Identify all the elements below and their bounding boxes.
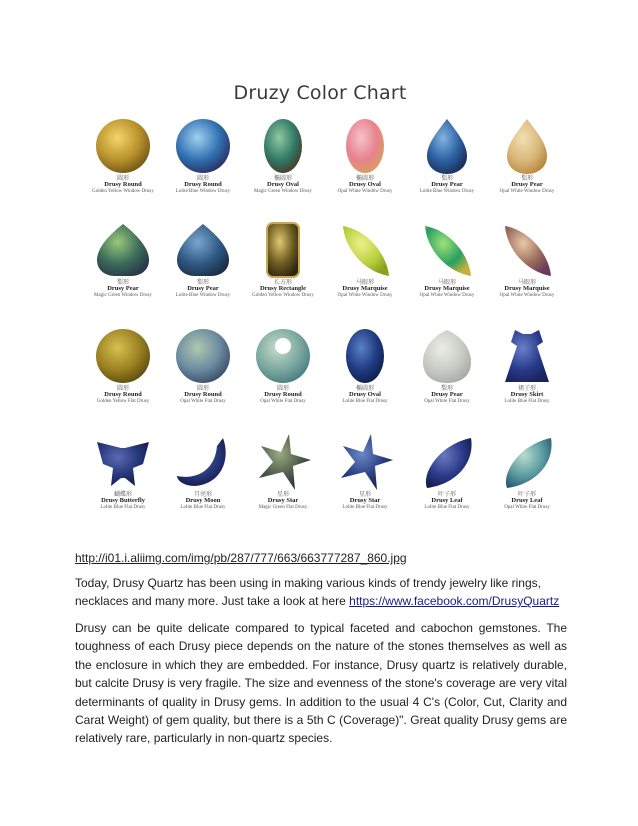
gem-item <box>487 214 567 319</box>
gem-chinese-label: 蝴蝶形 <box>113 492 132 498</box>
gem-caption <box>325 176 405 194</box>
gem-heart-image <box>173 220 233 285</box>
gem-teardrop-image <box>417 326 477 391</box>
gem-caption <box>243 386 323 404</box>
gem-name: Drusy Round <box>104 181 142 189</box>
gem-name: Drusy Round <box>184 391 222 399</box>
gem-item <box>407 320 487 425</box>
gem-color-type: Opal White Window Drusy <box>499 189 555 195</box>
gem-name: Drusy Star <box>349 497 381 505</box>
gem-color-type: Golden Yellow Window Drusy <box>252 293 314 299</box>
gem-chinese-label: 梨形 <box>440 176 453 182</box>
gem-color-type: Golden Yellow Flat Drusy <box>96 399 150 405</box>
gem-name: Drusy Leaf <box>511 497 543 505</box>
gem-caption <box>243 280 323 298</box>
gem-chinese-label: 圆形 <box>116 176 129 182</box>
gem-pear-image <box>497 116 557 181</box>
gem-color-type: Golden Yellow Window Drusy <box>92 189 154 195</box>
gem-chinese-label: 梨形 <box>116 280 129 286</box>
gem-caption <box>243 176 323 194</box>
gem-chinese-label: 马眼形 <box>517 280 536 286</box>
gem-color-type: Opal White Flat Drusy <box>180 399 226 405</box>
gem-name: Drusy Leaf <box>431 497 463 505</box>
gem-oval-image <box>335 326 395 391</box>
gem-item <box>163 110 243 215</box>
gem-star-image <box>335 432 395 497</box>
gem-item <box>325 110 405 215</box>
gem-name: Drusy Pear <box>431 391 463 399</box>
gem-item <box>243 320 323 425</box>
gem-item <box>243 426 323 531</box>
gem-caption <box>407 386 487 404</box>
gem-name: Drusy Round <box>264 391 302 399</box>
gem-caption <box>325 386 405 404</box>
gem-item <box>325 426 405 531</box>
gem-chinese-label: 椭圆形 <box>355 386 374 392</box>
gem-chinese-label: 星形 <box>358 492 371 498</box>
gem-caption <box>487 176 567 194</box>
gem-caption <box>163 492 243 510</box>
gem-caption <box>407 280 487 298</box>
gem-rect-image <box>253 220 313 285</box>
gem-butterfly-image <box>93 432 153 497</box>
gem-item <box>487 110 567 215</box>
gem-pear-image <box>417 116 477 181</box>
gem-name: Drusy Star <box>267 497 299 505</box>
gem-color-type: Lolite Blue Flat Drusy <box>100 505 146 511</box>
gem-name: Drusy Pear <box>107 285 139 293</box>
gem-item <box>325 214 405 319</box>
gem-item <box>163 214 243 319</box>
gem-color-type: Opal White Window Drusy <box>419 293 475 299</box>
gem-chinese-label: 马眼形 <box>437 280 456 286</box>
gem-caption <box>407 492 487 510</box>
gem-caption <box>163 280 243 298</box>
gem-leaf-image <box>497 432 557 497</box>
gem-chinese-label: 椭圆形 <box>273 176 292 182</box>
gem-color-type: Opal White Window Drusy <box>499 293 555 299</box>
gem-chinese-label: 叶子形 <box>517 492 536 498</box>
gem-color-type: Magic Green Window Drusy <box>254 189 312 195</box>
gem-oval-image <box>253 116 313 181</box>
gem-name: Drusy Pear <box>511 181 543 189</box>
gem-marquise-image <box>417 220 477 285</box>
gem-name: Drusy Round <box>184 181 222 189</box>
paragraph-intro-text: Today, Drusy Quartz has been using in making various kinds of trendy jewelry like rings, necklaces and many more. Just take a look at here <box>75 576 541 609</box>
gem-caption <box>163 386 243 404</box>
gem-name: Drusy Oval <box>349 181 381 189</box>
gem-color-type: Opal White Flat Drusy <box>424 399 470 405</box>
gem-name: Drusy Butterfly <box>101 497 145 505</box>
gem-star-image <box>253 432 313 497</box>
gem-row <box>75 214 565 319</box>
gem-skirt-image <box>497 326 557 391</box>
gem-chinese-label: 月亮形 <box>193 492 212 498</box>
gem-chinese-label: 圆形 <box>276 386 289 392</box>
gem-chinese-label: 圆形 <box>116 386 129 392</box>
gem-oval-image <box>335 116 395 181</box>
gem-caption <box>325 280 405 298</box>
gem-row <box>75 320 565 425</box>
gem-item <box>407 426 487 531</box>
gem-color-type: Magic Green Flat Drusy <box>258 505 308 511</box>
gem-heart-image <box>93 220 153 285</box>
gem-round-image <box>173 326 233 391</box>
druzy-color-chart <box>75 70 565 540</box>
gem-caption <box>83 280 163 298</box>
paragraph-quality: Drusy can be quite delicate compared to typical faceted and cabochon gemstones. The toughness of each Drusy piece depends on the nature of the stones themselves as well as the enclosure in which they are embedded. For instance, Drusy quartz is relatively durable, but calcite Drusy is very fragile. The size and evenness of the stone's coverage are very vital determinants of quality in Drusy gems. In addition to the usual 4 C's (Color, Cut, Clarity and Carat Weight) of gem quality, but there is a 5th C (Coverage)". Great quality Drusy gems are relatively rare, particularly in non-quartz species. <box>75 621 567 746</box>
chart-title: Druzy Color Chart <box>233 82 407 104</box>
paragraph-intro <box>75 574 567 611</box>
gem-caption <box>407 176 487 194</box>
gem-color-type: Lolite Blue Flat Drusy <box>342 399 388 405</box>
gem-name: Drusy Round <box>104 391 142 399</box>
gem-row <box>75 426 565 531</box>
gem-chinese-label: 椭圆形 <box>355 176 374 182</box>
gem-item <box>83 426 163 531</box>
gem-item <box>325 320 405 425</box>
gem-item <box>83 110 163 215</box>
gem-row <box>75 110 565 215</box>
gem-color-type: Lolite Blue Window Drusy <box>175 189 231 195</box>
gem-caption <box>163 176 243 194</box>
gem-item <box>487 426 567 531</box>
source-image-link[interactable]: http://i01.i.aliimg.com/img/pb/287/777/663/663777287_860.jpg <box>75 551 407 565</box>
gem-caption <box>83 386 163 404</box>
gem-item <box>487 320 567 425</box>
gem-chinese-label: 马眼形 <box>355 280 374 286</box>
gem-donut-image <box>253 326 313 391</box>
gem-item <box>83 214 163 319</box>
gem-item <box>407 110 487 215</box>
gem-color-type: Lolite Blue Window Drusy <box>175 293 231 299</box>
gem-caption <box>487 492 567 510</box>
gem-name: Drusy Oval <box>267 181 299 189</box>
gem-color-type: Lolite Blue Flat Drusy <box>424 505 470 511</box>
gem-chinese-label: 裙子形 <box>517 386 536 392</box>
gem-chinese-label: 圆形 <box>196 386 209 392</box>
gem-marquise-image <box>335 220 395 285</box>
gem-moon-image <box>173 432 233 497</box>
gem-chinese-label: 梨形 <box>440 386 453 392</box>
gem-name: Drusy Skirt <box>510 391 544 399</box>
gem-round-image <box>93 326 153 391</box>
gem-color-type: Opal White Window Drusy <box>337 189 393 195</box>
gem-leaf-image <box>417 432 477 497</box>
gem-name: Drusy Rectangle <box>259 285 307 293</box>
gem-item <box>243 214 323 319</box>
gem-color-type: Magic Green Window Drusy <box>94 293 152 299</box>
gem-caption <box>83 176 163 194</box>
gem-color-type: Opal White Flat Drusy <box>504 505 550 511</box>
gem-color-type: Lolite Blue Window Drusy <box>419 189 475 195</box>
gem-color-type: Opal White Window Drusy <box>337 293 393 299</box>
gem-caption <box>325 492 405 510</box>
gem-chinese-label: 梨形 <box>520 176 533 182</box>
facebook-link[interactable]: https://www.facebook.com/DrusyQuartz <box>349 594 560 609</box>
gem-name: Drusy Marquise <box>342 285 388 293</box>
gem-caption <box>243 492 323 510</box>
gem-caption <box>487 280 567 298</box>
gem-round-image <box>93 116 153 181</box>
gem-caption <box>487 386 567 404</box>
gem-chinese-label: 星形 <box>276 492 289 498</box>
gem-chinese-label: 长方形 <box>273 280 292 286</box>
gem-name: Drusy Moon <box>185 497 221 505</box>
gem-item <box>243 110 323 215</box>
gem-item <box>163 426 243 531</box>
gem-item <box>163 320 243 425</box>
gem-color-type: Lolite Blue Flat Drusy <box>504 399 550 405</box>
gem-name: Drusy Marquise <box>504 285 550 293</box>
gem-chinese-label: 梨形 <box>196 280 209 286</box>
gem-round-image <box>173 116 233 181</box>
gem-marquise-image <box>497 220 557 285</box>
gem-chinese-label: 圆形 <box>196 176 209 182</box>
gem-color-type: Lolite Blue Flat Drusy <box>180 505 226 511</box>
gem-item <box>83 320 163 425</box>
gem-name: Drusy Marquise <box>424 285 470 293</box>
gem-item <box>407 214 487 319</box>
gem-color-type: Opal White Flat Drusy <box>260 399 306 405</box>
gem-name: Drusy Pear <box>187 285 219 293</box>
gem-chinese-label: 叶子形 <box>437 492 456 498</box>
gem-name: Drusy Oval <box>349 391 381 399</box>
gem-caption <box>83 492 163 510</box>
gem-name: Drusy Pear <box>431 181 463 189</box>
gem-color-type: Lolite Blue Flat Drusy <box>342 505 388 511</box>
